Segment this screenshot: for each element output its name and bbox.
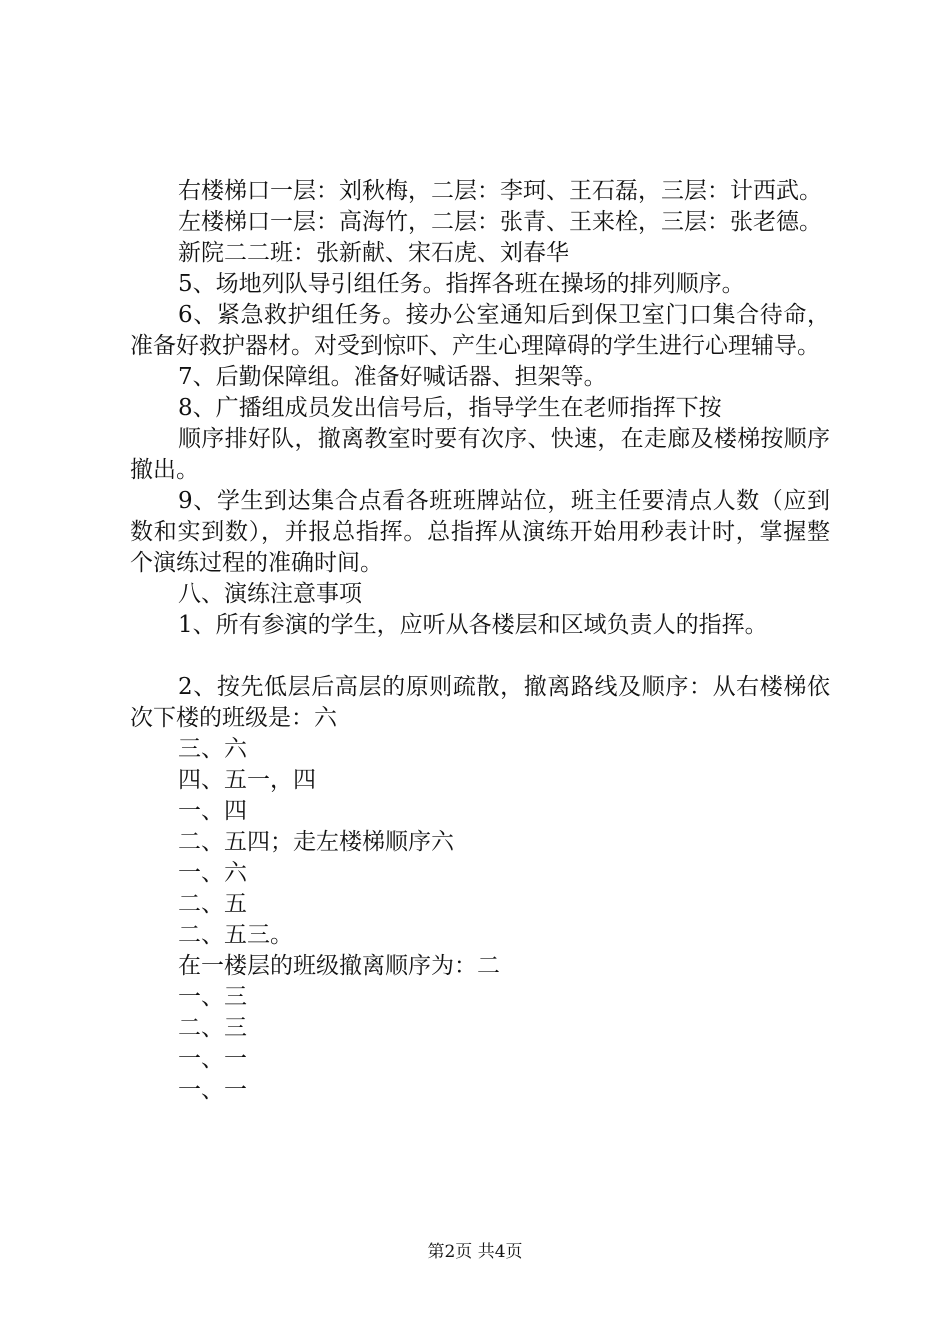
list-line: 三、六	[178, 736, 247, 762]
paragraph-left-stairs: 左楼梯口一层：高海竹，二层：张青、王来栓，三层：张老德。	[178, 209, 822, 235]
document-body	[130, 176, 830, 1106]
blank-line	[130, 641, 830, 672]
list-line: 在一楼层的班级撤离顺序为：二	[178, 953, 500, 979]
section-heading-notes: 八、演练注意事项	[178, 581, 362, 607]
list-line: 四、五一，四	[178, 767, 316, 793]
list-line: 一、三	[178, 984, 247, 1010]
paragraph-item-7: 7、后勤保障组。准备好喊话器、担架等。	[178, 364, 607, 390]
list-line: 一、一	[178, 1046, 247, 1072]
list-line: 二、五四；走左楼梯顺序六	[178, 829, 454, 855]
paragraph-note-2: 2、按先低层后高层的原则疏散，撤离路线及顺序：从右楼梯依次下楼的班级是：六	[130, 674, 830, 731]
paragraph-note-1: 1、所有参演的学生，应听从各楼层和区域负责人的指挥。	[178, 612, 768, 638]
list-line: 二、三	[178, 1015, 247, 1041]
list-line: 二、五	[178, 891, 247, 917]
paragraph-item-9: 9、学生到达集合点看各班班牌站位，班主任要清点人数（应到数和实到数），并报总指挥。总指挥从演练开始用秒表计时，掌握整个演练过程的准确时间。	[130, 488, 830, 576]
list-line: 一、六	[178, 860, 247, 886]
page-footer: 第2页 共4页	[427, 1242, 523, 1262]
paragraph-item-5: 5、场地列队导引组任务。指挥各班在操场的排列顺序。	[178, 271, 745, 297]
paragraph-right-stairs: 右楼梯口一层：刘秋梅，二层：李珂、王石磊，三层：计西武。	[178, 178, 822, 204]
paragraph-item-8: 8、广播组成员发出信号后，指导学生在老师指挥下按	[178, 395, 722, 421]
list-line: 二、五三。	[178, 922, 293, 948]
list-line: 一、四	[178, 798, 247, 824]
list-line: 一、一	[178, 1077, 247, 1103]
paragraph-item-6: 6、紧急救护组任务。接办公室通知后到保卫室门口集合待命，准备好救护器材。对受到惊吓、产生心理障碍的学生进行心理辅导。	[130, 302, 830, 359]
paragraph-item-8-continued: 顺序排好队，撤离教室时要有次序、快速，在走廊及楼梯按顺序撤出。	[130, 426, 830, 483]
paragraph-new-campus: 新院二二班：张新献、宋石虎、刘春华	[178, 240, 569, 266]
